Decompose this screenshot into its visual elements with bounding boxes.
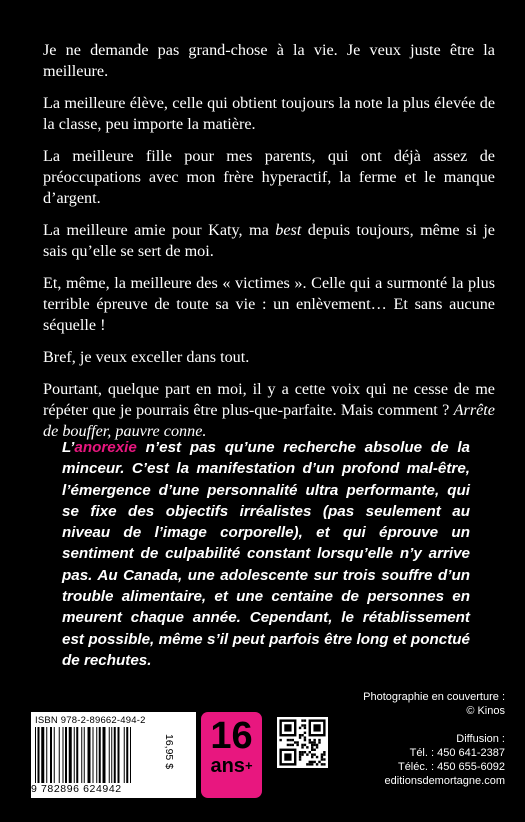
diffusion-label: Diffusion : [456, 733, 505, 745]
blurb-text [43, 40, 495, 453]
blurb-paragraph-5: Et, même, la meilleure des « victimes ». Celle qui a surmonté la plus terrible épreuve de toute sa vie : un enlèvement… Et sans aucune séquelle ! [43, 274, 495, 334]
age-rating-badge [201, 712, 262, 798]
age-plus: + [244, 758, 253, 773]
age-label [210, 756, 252, 776]
barcode-digits: 9 782896 624942 [31, 783, 122, 795]
phone-number: Tél. : 450 641-2387 [409, 747, 505, 759]
blurb-paragraph-4-end: depuis toujours, même si je sais qu’elle se sert de moi. [43, 221, 495, 260]
barcode-bars [35, 727, 163, 783]
photo-credit: © Kinos [466, 705, 505, 717]
qr-code-icon [277, 717, 328, 768]
blurb-paragraph-7-italic: Arrête de bouffer, pauvre conne. [43, 401, 495, 440]
fax-number: Téléc. : 450 655-6092 [397, 761, 505, 773]
blurb-paragraph-2: La meilleure élève, celle qui obtient toujours la note la plus élevée de la classe, peu importe la matière. [43, 94, 495, 133]
info-prefix: L’ [62, 439, 75, 456]
credits-block [305, 690, 505, 788]
age-number: 16 [210, 715, 253, 757]
barcode-label [31, 712, 196, 798]
info-text: n’est pas qu’une recherche absolue de la minceur. C’est la manifestation d’un profond mal-être, l’émergence d’une personnalité ultra performante, qui se fixe des objectifs irréalistes (pas seulement au niveau de l’image corporelle), et qui éprouve un sentiment de culpabilité constant lorsqu’elle n’y arrive pas. Au Canada, une adolescente sur trois souffre d’un trouble alimentaire, et une centaine de personnes en meurent chaque année. Cependant, le rétablissement est possible, même s’il peut parfois être long et ponctué de rechutes. [62, 439, 470, 669]
isbn-number: ISBN 978-2-89662-494-2 [35, 715, 146, 726]
publisher-website: editionsdemortagne.com [384, 775, 505, 787]
blurb-paragraph-4-italic: best [275, 221, 302, 239]
blurb-paragraph-7 [43, 379, 495, 442]
blurb-paragraph-1: Je ne demande pas grand-chose à la vie. Je veux juste être la meilleure. [43, 41, 495, 80]
blurb-paragraph-4 [43, 220, 495, 262]
photo-credit-label: Photographie en couverture : [363, 691, 505, 703]
price: 16,95 $ [163, 734, 175, 770]
blurb-paragraph-3: La meilleure fille pour mes parents, qui ont déjà assez de préoccupations avec mon frère hyperactif, la ferme et le manque d’argent. [43, 147, 495, 207]
blurb-paragraph-6: Bref, je veux exceller dans tout. [43, 348, 250, 366]
blurb-paragraph-4-start: La meilleure amie pour Katy, ma [43, 221, 276, 239]
credits-spacer [305, 718, 505, 732]
blurb-paragraph-7-start: Pourtant, quelque part en moi, il y a cette voix qui ne cesse de me répéter que je pourrais être plus-que-parfaite. Mais comment ? [43, 380, 495, 419]
anorexia-info [62, 437, 470, 671]
age-label-text: ans [210, 755, 245, 777]
info-highlight-anorexie: anorexie [74, 439, 137, 456]
